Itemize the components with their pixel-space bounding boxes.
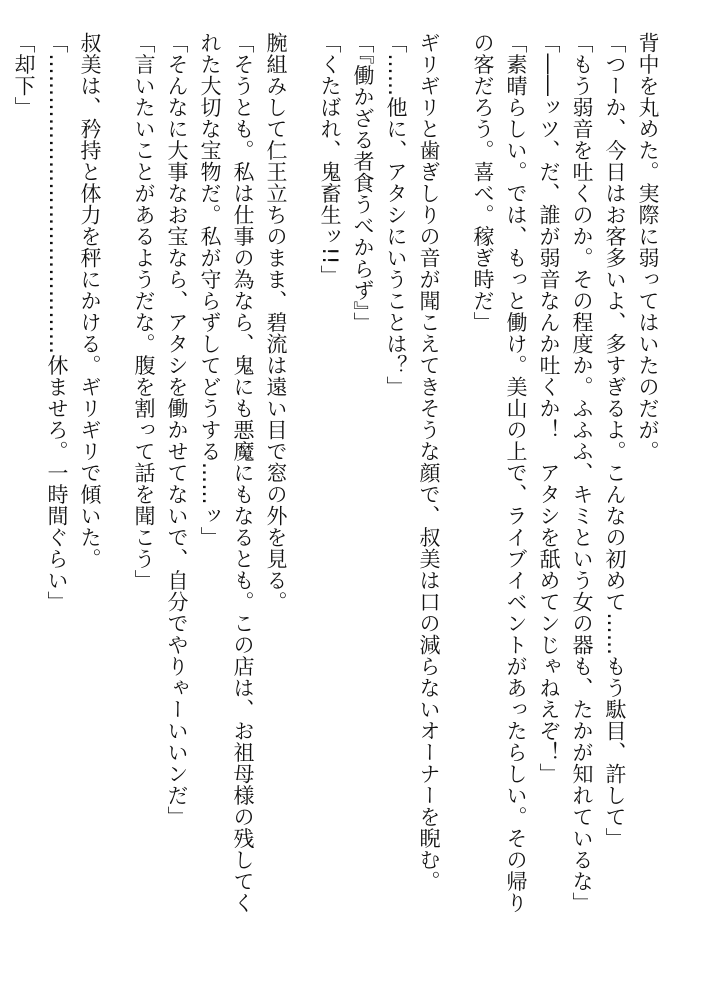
text-line: 「そうとも。私は仕事の為なら、鬼にも悪魔にもなるとも。この店は、お祖母様の残してく — [231, 32, 255, 914]
text-line: 「くたばれ、鬼畜生ッ!!」 — [318, 32, 342, 287]
text-line: 「……他に、アタシにいうことは？」 — [384, 32, 408, 398]
text-line: 「……………………………………休ませろ。一時間ぐらい」 — [45, 32, 69, 613]
text-line: 「却下」 — [12, 32, 36, 118]
text-line: 腕組みして仁王立ちのまま、碧流は遠い目で窓の外を見る。 — [264, 32, 288, 613]
text-line: の客だろう。喜べ。稼ぎ時だ」 — [471, 32, 495, 333]
text-line: 叔美は、矜持と体力を秤にかける。ギリギリで傾いた。 — [78, 32, 102, 570]
text-line: 「もう弱音を吐くのか。その程度か。ふふふ、キミという女の器も、たかが知れているな」 — [570, 32, 594, 914]
text-line: 「素晴らしい。では、もっと働け。美山の上で、ライブイベントがあったらしい。その帰り — [504, 32, 528, 914]
vertical-text-body — [12, 32, 685, 982]
text-line: 背中を丸めた。実際に弱ってはいたのだが。 — [636, 32, 660, 462]
text-line: 「つーか、今日はお客多いよ、多すぎるよ。こんなの初めて……もう駄目、許して」 — [603, 32, 627, 849]
text-line: 「そんなに大事なお宝なら、アタシを働かせてないで、自分でやりゃーいいンだ」 — [165, 32, 189, 828]
text-line: 「言いたいことがあるようだな。腹を割って話を聞こう」 — [132, 32, 156, 591]
text-line: 「『働かざる者食うべからず』」 — [351, 32, 375, 334]
text-line: 「――ッツ、だ、誰が弱音なんか吐くか！ アタシを舐めてンじゃねえぞ！」 — [537, 32, 561, 785]
text-line: れた大切な宝物だ。私が守らずしてどうする……ッ」 — [198, 32, 222, 548]
text-line: ギリギリと歯ぎしりの音が聞こえてきそうな顔で、叔美は口の減らないオーナーを睨む。 — [417, 32, 441, 892]
